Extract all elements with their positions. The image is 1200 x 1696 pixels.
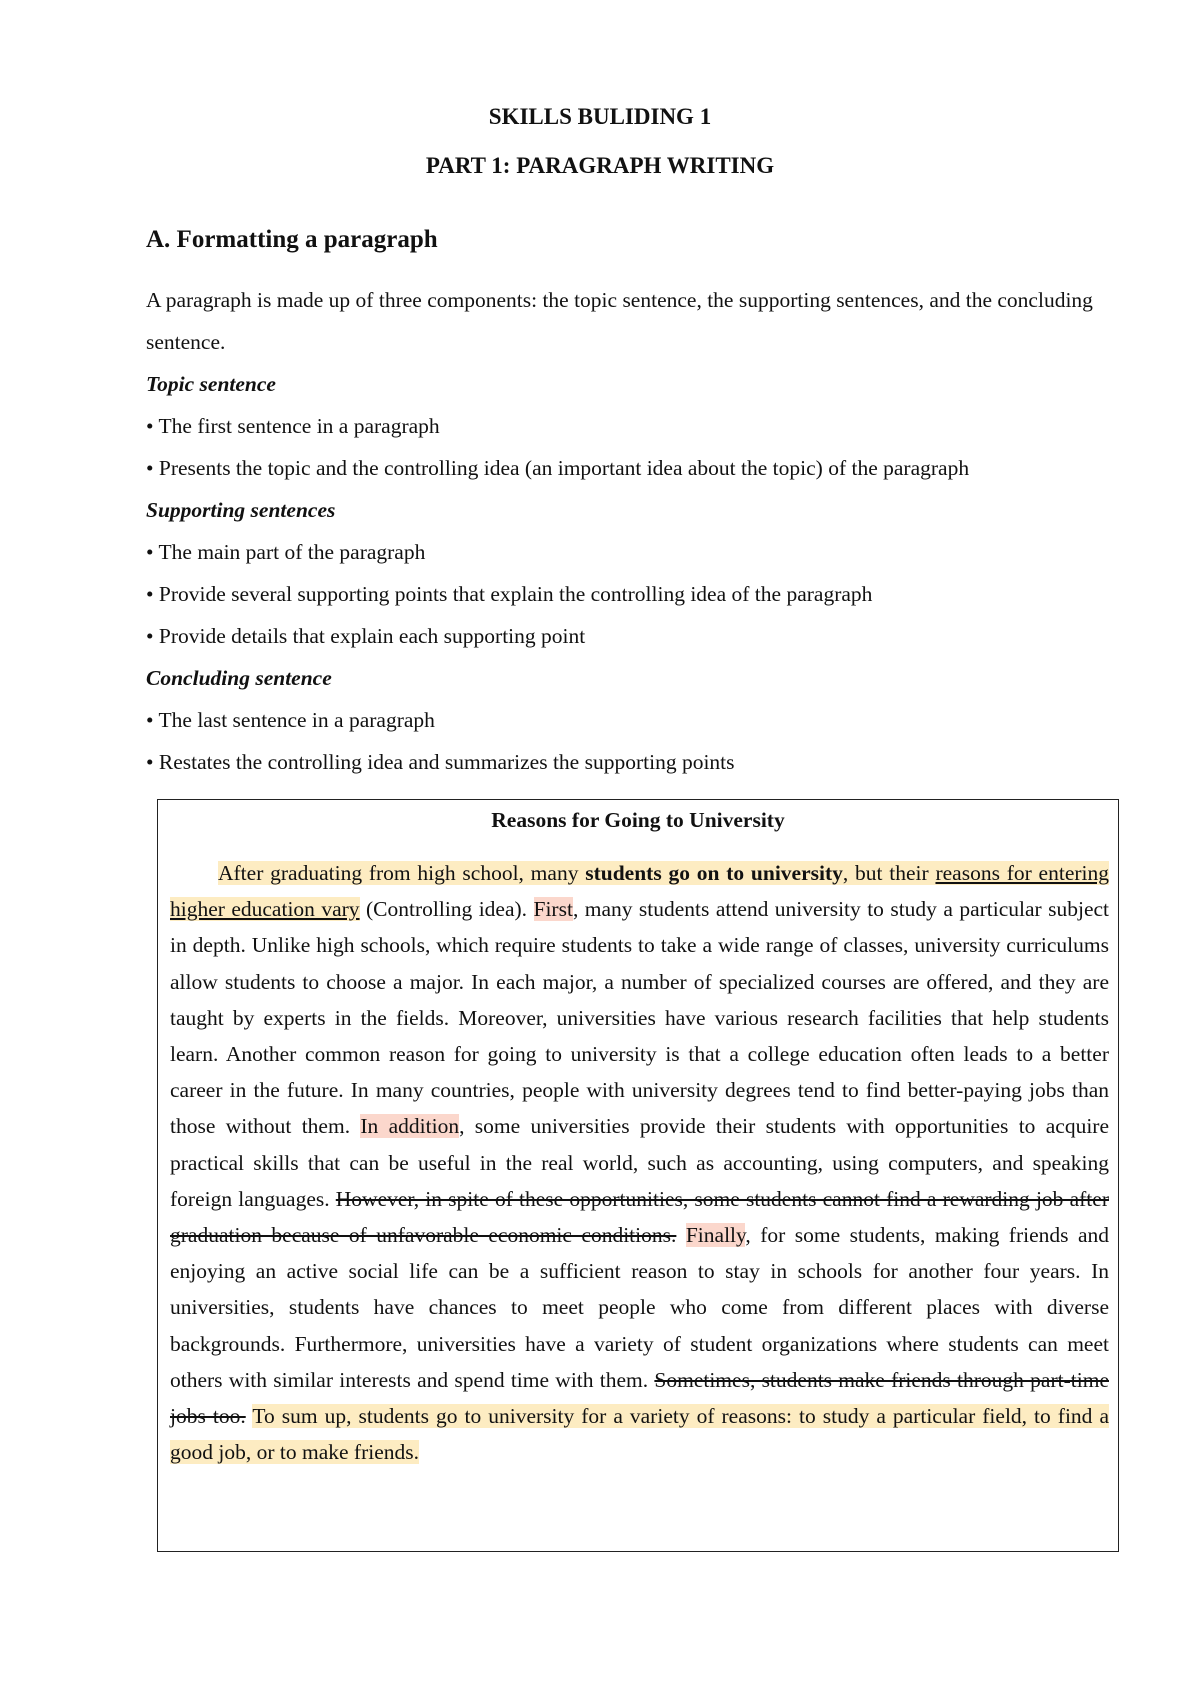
controlling-idea-label: (Controlling idea). bbox=[359, 897, 528, 922]
transition-first: First bbox=[533, 897, 573, 922]
section-heading: A. Formatting a paragraph bbox=[146, 226, 438, 253]
struck-sentence: Sometimes, students make friends through part-time jobs too. bbox=[170, 1367, 1109, 1429]
transition-in-addition: In addition bbox=[360, 1114, 460, 1139]
example-paragraph bbox=[170, 855, 1109, 1470]
list-item: • The main part of the paragraph bbox=[146, 540, 426, 564]
topic-sentence-heading: Topic sentence bbox=[146, 372, 276, 396]
document-title: SKILLS BULIDING 1 bbox=[488, 104, 712, 129]
text-run: After graduating from high school, many bbox=[218, 861, 586, 885]
controlling-idea-phrase: reasons for entering higher education vary bbox=[170, 861, 1110, 922]
text-run: , some universities provide their students with opportunities to acquire practical skills that can be useful in the real world, such as accounting, using computers, and speaking foreign languages. bbox=[170, 1114, 1109, 1211]
list-item: • Restates the controlling idea and summarizes the supporting points bbox=[146, 750, 735, 774]
part-title: PART 1: PARAGRAPH WRITING bbox=[425, 153, 775, 178]
text-run: , for some students, making friends and enjoying an active social life can be a sufficient reason to stay in schools for another four years. In universities, students have chances to meet people who come from different places with diverse backgrounds. Furthermore, universities have a variety of student organizations where students can meet others with similar interests and spend time with them. bbox=[170, 1223, 1110, 1392]
text-run bbox=[676, 1223, 685, 1247]
text-run: , but their bbox=[842, 861, 936, 885]
list-item: • Presents the topic and the controlling idea (an important idea about the topic) of the paragraph bbox=[146, 456, 970, 480]
topic-phrase: students go on to university bbox=[585, 861, 843, 885]
concluding-sentence-heading: Concluding sentence bbox=[146, 666, 332, 690]
list-item: • Provide details that explain each supporting point bbox=[146, 624, 586, 648]
supporting-sentences-heading: Supporting sentences bbox=[146, 498, 336, 522]
transition-finally: Finally bbox=[685, 1223, 746, 1248]
struck-sentence: However, in spite of these opportunities, some students cannot find a rewarding job after graduation because of unfavorable economic conditions. bbox=[170, 1186, 1109, 1248]
list-item: • The first sentence in a paragraph bbox=[146, 414, 440, 438]
list-item: • The last sentence in a paragraph bbox=[146, 708, 435, 732]
text-run: , many students attend university to study a particular subject in depth. Unlike high schools, which require students to take a wide range of classes, university curriculums allow students to choose a major. In each major, a number of specialized courses are offered, and they are taught by experts in the fields. Moreover, universities have various research facilities that help students learn. Another common reason for going to university is that a college education often leads to a better career in the future. In many countries, people with university degrees tend to find better-paying jobs than those without them. bbox=[170, 897, 1110, 1139]
paragraph-guide bbox=[146, 279, 1126, 783]
example-title: Reasons for Going to University bbox=[491, 808, 785, 832]
concluding-sentence: To sum up, students go to university for a variety of reasons: to study a particular field, to find a good job, or to make friends. bbox=[170, 1404, 1109, 1465]
example-paragraph-box bbox=[157, 799, 1119, 1552]
list-item: • Provide several supporting points that explain the controlling idea of the paragraph bbox=[146, 582, 873, 606]
intro-text: A paragraph is made up of three components: the topic sentence, the supporting sentences, and the concluding sentence. bbox=[146, 288, 1093, 354]
